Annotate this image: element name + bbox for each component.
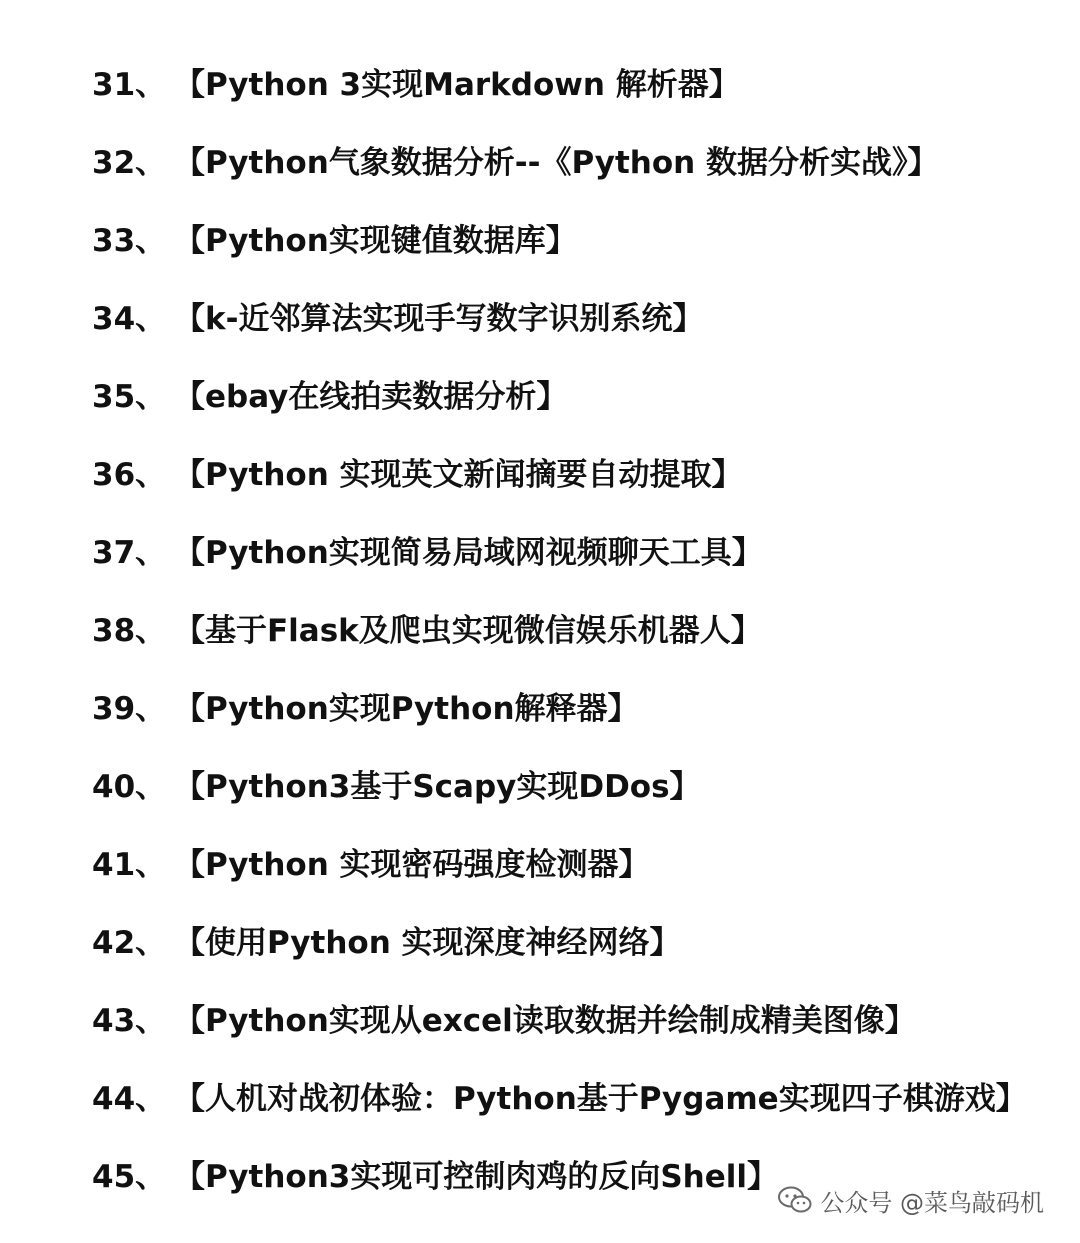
item-title: 【Python气象数据分析--《Python 数据分析实战》】: [174, 144, 939, 181]
list-item: [92, 982, 1052, 1060]
list-item: [92, 436, 1052, 514]
item-number: 33、: [92, 222, 167, 259]
list-item: [92, 358, 1052, 436]
item-number: 31、: [92, 66, 167, 103]
item-number: 36、: [92, 456, 167, 493]
item-title: 【Python3基于Scapy实现DDos】: [174, 768, 701, 805]
item-title: 【基于Flask及爬虫实现微信娱乐机器人】: [174, 612, 762, 649]
wechat-icon: [778, 1186, 812, 1214]
item-title: 【使用Python 实现深度神经网络】: [174, 924, 681, 961]
item-number: 41、: [92, 846, 167, 883]
item-title: 【Python 实现英文新闻摘要自动提取】: [174, 456, 743, 493]
item-number: 44、: [92, 1080, 167, 1117]
item-title: 【Python 3实现Markdown 解析器】: [174, 66, 740, 103]
list-item: [92, 202, 1052, 280]
item-title: 【Python实现从excel读取数据并绘制成精美图像】: [174, 1002, 916, 1039]
list-item: [92, 280, 1052, 358]
item-number: 34、: [92, 300, 167, 337]
item-title: 【Python实现简易局域网视频聊天工具】: [174, 534, 763, 571]
item-title: 【人机对战初体验：Python基于Pygame实现四子棋游戏】: [174, 1080, 1027, 1117]
watermark: [778, 1180, 1044, 1220]
list-item: [92, 748, 1052, 826]
item-number: 43、: [92, 1002, 167, 1039]
item-number: 39、: [92, 690, 167, 727]
project-list: [92, 46, 1052, 1216]
item-title: 【Python实现键值数据库】: [174, 222, 577, 259]
item-title: 【ebay在线拍卖数据分析】: [174, 378, 568, 415]
item-number: 40、: [92, 768, 167, 805]
item-number: 35、: [92, 378, 167, 415]
list-item: [92, 1060, 1052, 1138]
item-number: 42、: [92, 924, 167, 961]
item-title: 【Python实现Python解释器】: [174, 690, 639, 727]
item-number: 37、: [92, 534, 167, 571]
list-item: [92, 826, 1052, 904]
item-title: 【k-近邻算法实现手写数字识别系统】: [174, 300, 704, 337]
item-title: 【Python 实现密码强度检测器】: [174, 846, 650, 883]
list-item: [92, 904, 1052, 982]
item-title: 【Python3实现可控制肉鸡的反向Shell】: [174, 1158, 778, 1195]
list-item: [92, 124, 1052, 202]
list-item: [92, 592, 1052, 670]
item-number: 38、: [92, 612, 167, 649]
list-item: [92, 46, 1052, 124]
item-number: 32、: [92, 144, 167, 181]
list-item: [92, 514, 1052, 592]
watermark-text: 公众号 @菜鸟敲码机: [820, 1188, 1044, 1217]
item-number: 45、: [92, 1158, 167, 1195]
list-item: [92, 670, 1052, 748]
